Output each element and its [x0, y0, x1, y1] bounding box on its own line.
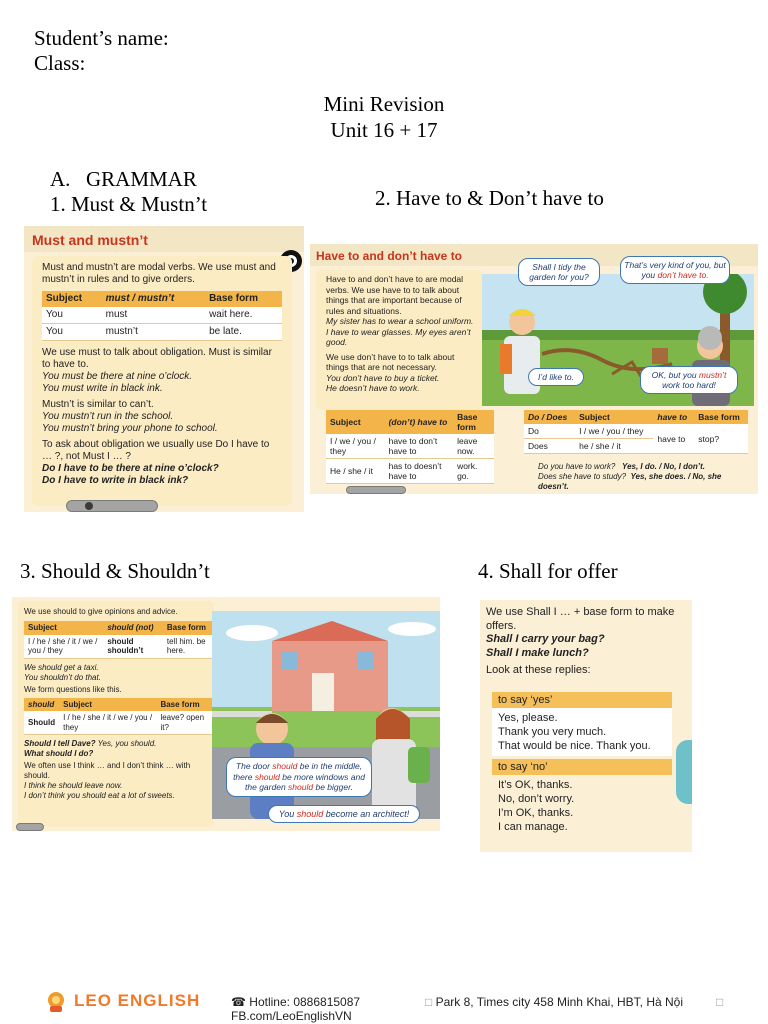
should-p2: We form questions like this.: [24, 684, 122, 694]
class-label: Class:: [34, 51, 86, 75]
must-panel-title: Must and mustn’t: [32, 232, 148, 248]
speech-bubble-house: The door should be in the middle, there should be more windows and the garden should be bigger.: [226, 757, 372, 797]
table-row: Do I / we / you / they have to stop?: [524, 424, 748, 439]
speech-bubble-offer: Shall I tidy the garden for you?: [518, 258, 600, 286]
page-subtitle: Unit 16 + 17: [330, 118, 438, 142]
table-row: I / we / you / they have to don’t have to leave now.: [326, 434, 494, 459]
student-name-label: Student’s name:: [34, 26, 169, 50]
should-table: Subject should (not) Base form I / he / she / it / we / you / they should shouldn’t tell him. be here.: [24, 621, 212, 659]
should-panel: We use should to give opinions and advice. Subject should (not) Base form I / he / she / it / we / you / they should shouldn’t tell him. be here. We should get a taxi. You shouldn’t do that. We form questions like this. should Subject Base form Should I / he / she / it / we / you / they leave? open it? Should I tell Dave? Yes, you should. What should I do? We often use I think … and I don’t think … with should. I think he should leave now. I don’t think you should eat a lot of sweets. The door should be in the middle, there should be more windows and the garden should be bigger. You should become an architect!: [12, 597, 440, 831]
speech-bubble-like: I’d like to.: [528, 368, 584, 386]
table-row: You must wait here.: [42, 307, 282, 324]
should-p1: We use should to give opinions and advice.: [24, 607, 178, 616]
table-row: You mustn’t be late.: [42, 324, 282, 341]
must-p3: To ask about obligation we usually use Do I have to … ?, not Must I … ?: [42, 439, 270, 462]
must-media-scrubber[interactable]: [66, 500, 158, 512]
have-to-examples: Do you have to work? Yes, I do. / No, I don’t. Does she have to study? Yes, she does. / No, she doesn’t.: [538, 462, 722, 491]
must-th-modal: must / mustn’t: [102, 291, 205, 307]
page-title: Mini Revision: [323, 92, 445, 116]
location-icon: □: [425, 995, 433, 1009]
section-shall-heading: 4. Shall for offer: [478, 559, 618, 583]
have-ex1: My sister has to wear a school uniform.: [326, 316, 474, 326]
shall-p2: Look at these replies:: [486, 664, 591, 676]
must-ex1: You must be there at nine o’clock.: [42, 371, 193, 382]
shall-ex1: Shall I carry your bag?: [486, 633, 605, 645]
footer-brand: [46, 990, 200, 1012]
section-have-to-heading: 2. Have to & Don’t have to: [375, 186, 604, 210]
section-must-heading: 1. Must & Mustn’t: [50, 192, 208, 216]
shall-p1: We use Shall I … + base form to make offers.: [486, 606, 675, 632]
have-ex4: He doesn’t have to work.: [326, 383, 420, 393]
have-p1: Have to and don’t have to are modal verbs. We use have to to talk about things that are important because of rules and situations.: [326, 274, 464, 316]
have-to-question-table: Do / Does Subject have to Base form Do I / we / you / they have to stop? Does he / she / it: [524, 410, 748, 454]
lion-logo-icon: [46, 990, 66, 1012]
scrubber-knob[interactable]: [85, 502, 93, 510]
table-row: He / she / it has to doesn’t have to work. go.: [326, 459, 494, 484]
shall-ex2: Shall I make lunch?: [486, 646, 589, 659]
must-panel: [24, 226, 304, 512]
must-ex4: You mustn’t bring your phone to school.: [42, 423, 218, 434]
shall-no-label: to say ‘no’: [492, 759, 672, 775]
should-ex5: I think he should leave now.: [24, 781, 123, 790]
have-to-panel: [310, 244, 758, 494]
footer-facebook: FB.com/LeoEnglishVN: [231, 1009, 352, 1023]
footer-address: □ Park 8, Times city 458 Minh Khai, HBT, Hà Nội: [425, 995, 684, 1009]
brand-name: LEO ENGLISH: [74, 991, 201, 1010]
must-ex2: You must write in black ink.: [42, 383, 163, 394]
phone-icon: ☎: [231, 995, 246, 1009]
must-p2: Mustn’t is similar to can’t.: [42, 399, 154, 410]
table-row: Does he / she / it: [524, 439, 748, 454]
must-table: [42, 291, 282, 341]
have-p2: We use don’t have to to talk about things that are not necessary.: [326, 351, 455, 372]
have-ex2: I have to wear glasses. My eyes aren’t good.: [326, 326, 471, 347]
cartoon-character-fragment: [676, 740, 692, 804]
must-p1: We use must to talk about obligation. Must is similar to have to.: [42, 347, 272, 370]
must-ex6: Do I have to write in black ink?: [42, 475, 189, 486]
speech-bubble-architect: You should become an architect!: [268, 805, 420, 823]
speech-bubble-reply: That’s very kind of you, but you don’t have to.: [620, 256, 730, 284]
footer-hotline: ☎ Hotline: 0886815087: [231, 995, 361, 1009]
shall-no-replies: It’s OK, thanks. No, don’t worry. I’m OK, thanks. I can manage.: [492, 775, 672, 837]
shall-yes-label: to say ‘yes’: [492, 692, 672, 708]
footer-placeholder-icon: □: [716, 995, 724, 1009]
shall-panel: [480, 600, 692, 852]
grammar-heading: GRAMMAR: [86, 167, 197, 191]
should-p3: We often use I think … and I don’t think … with should.: [24, 761, 191, 780]
table-row: I / he / she / it / we / you / they should shouldn’t tell him. be here.: [24, 635, 212, 659]
speech-bubble-warning: OK, but you mustn’t work too hard!: [640, 366, 738, 394]
must-ex3: You mustn’t run in the school.: [42, 411, 174, 422]
must-intro: Must and mustn’t are modal verbs. We use must and mustn’t in rules and to give orders.: [42, 262, 276, 285]
should-media-scrubber[interactable]: [16, 823, 44, 831]
have-to-media-scrubber[interactable]: [346, 486, 406, 494]
have-to-panel-title: Have to and don’t have to: [316, 249, 463, 263]
should-question-table: should Subject Base form Should I / he / she / it / we / you / they leave? open it?: [24, 698, 212, 736]
should-ex4: What should I do?: [24, 749, 94, 758]
section-should-heading: 3. Should & Shouldn’t: [20, 559, 210, 583]
shall-yes-replies: Yes, please. Thank you very much. That would be nice. Thank you.: [492, 708, 672, 756]
grammar-letter: A.: [50, 167, 71, 191]
should-ex1: We should get a taxi.: [24, 662, 99, 672]
should-ex6: I don’t think you should eat a lot of sweets.: [24, 791, 175, 800]
should-ex2: You shouldn’t do that.: [24, 672, 101, 682]
must-th-base: Base form: [205, 291, 282, 307]
have-ex3: You don’t have to buy a ticket.: [326, 372, 440, 383]
should-ex3: Should I tell Dave?: [24, 739, 96, 748]
must-th-subject: Subject: [42, 291, 102, 307]
have-to-table: Subject (don’t) have to Base form I / we / you / they have to don’t have to leave now. He / she / it has to doesn’t have to work. go.: [326, 410, 494, 484]
table-row: Should I / he / she / it / we / you / they leave? open it?: [24, 711, 212, 735]
must-ex5: Do I have to be there at nine o’clock?: [42, 463, 219, 474]
